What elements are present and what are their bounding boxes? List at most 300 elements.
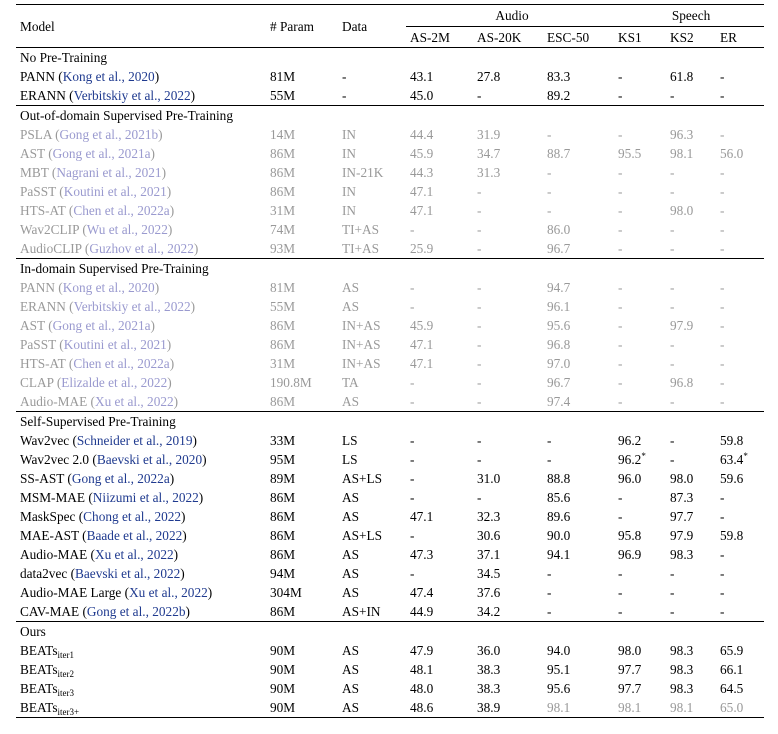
header-er: ER — [720, 29, 738, 45]
value-er: 59.8 — [720, 433, 744, 448]
value-ks2: 98.3 — [670, 681, 694, 696]
table-row — [16, 297, 764, 316]
value-ks2: 98.0 — [670, 471, 694, 486]
value-esc50: 96.8 — [547, 337, 571, 352]
value-ks2: - — [670, 222, 675, 237]
citation-link[interactable]: Chong et al., 2022 — [83, 509, 182, 524]
value-as2m: 47.1 — [410, 337, 434, 352]
value-as2m: - — [410, 471, 415, 486]
results-table — [16, 4, 764, 718]
model-cell: Audio-MAE (Xu et al., 2022) — [20, 547, 179, 562]
param-cell: 90M — [270, 681, 296, 696]
value-ks1: 96.2 — [618, 433, 642, 448]
data-cell: AS — [342, 662, 359, 677]
value-as2m: 45.9 — [410, 146, 434, 161]
param-cell: 94M — [270, 566, 296, 581]
table-row — [16, 67, 764, 86]
value-ks2: - — [670, 337, 675, 352]
data-cell: IN-21K — [342, 165, 384, 180]
value-esc50: 96.7 — [547, 241, 571, 256]
citation-link[interactable]: Baevski et al., 2022 — [75, 566, 181, 581]
table-row — [16, 583, 764, 602]
citation-link[interactable]: Gong et al., 2021b — [59, 127, 159, 142]
value-er: - — [720, 566, 725, 581]
value-esc50: 97.4 — [547, 394, 571, 409]
value-esc50: 95.6 — [547, 318, 571, 333]
value-esc50: - — [547, 604, 552, 619]
value-er: 65.9 — [720, 643, 744, 658]
value-ks1: - — [618, 241, 623, 256]
data-cell: AS — [342, 394, 359, 409]
value-ks1: - — [618, 203, 623, 218]
model-name: PANN — [20, 280, 55, 295]
data-cell: IN+AS — [342, 356, 381, 371]
value-as2m: 45.0 — [410, 88, 434, 103]
param-cell: 93M — [270, 241, 296, 256]
param-cell: 304M — [270, 585, 302, 600]
value-ks2: - — [670, 585, 675, 600]
model-name: MSM-MAE — [20, 490, 86, 505]
model-cell: Wav2CLIP (Wu et al., 2022) — [20, 222, 173, 237]
value-ks1: - — [618, 299, 623, 314]
value-as2m: - — [410, 433, 415, 448]
value-ks1: - — [618, 356, 623, 371]
model-name: SS-AST — [20, 471, 65, 486]
value-er: 66.1 — [720, 662, 744, 677]
value-as20k: 34.2 — [477, 604, 501, 619]
value-esc50: 89.2 — [547, 88, 571, 103]
model-cell: AudioCLIP (Guzhov et al., 2022) — [20, 241, 199, 256]
table-row — [16, 239, 764, 259]
model-cell — [16, 660, 266, 679]
value-as2m: 45.9 — [410, 318, 434, 333]
value-ks1: 97.7 — [618, 662, 642, 677]
citation-link[interactable]: Kong et al., 2020 — [62, 280, 155, 295]
section-header — [16, 259, 764, 279]
value-ks1: - — [618, 165, 623, 180]
value-as20k: - — [477, 356, 482, 371]
table-row — [16, 201, 764, 220]
value-ks1: - — [618, 69, 623, 84]
data-cell: AS — [342, 547, 359, 562]
value-as2m: - — [410, 299, 415, 314]
value-ks2: - — [670, 433, 675, 448]
citation-link[interactable]: Gong et al., 2021a — [52, 146, 151, 161]
value-as2m: - — [410, 452, 415, 467]
value-as2m: 47.4 — [410, 585, 434, 600]
model-cell: Wav2vec 2.0 (Baevski et al., 2020) — [20, 452, 207, 467]
model-subscript: iter3 — [57, 688, 74, 698]
value-ks1: 95.8 — [618, 528, 642, 543]
citation-link[interactable]: Gong et al., 2022a — [71, 471, 170, 486]
value-as2m: 47.1 — [410, 509, 434, 524]
value-er: - — [720, 184, 725, 199]
citation-link[interactable]: Baade et al., 2022 — [86, 528, 183, 543]
param-cell: 86M — [270, 528, 296, 543]
citation-link[interactable]: Xu et al., 2022 — [94, 547, 174, 562]
model-cell: SS-AST (Gong et al., 2022a) — [20, 471, 175, 486]
model-cell: MaskSpec (Chong et al., 2022) — [20, 509, 186, 524]
model-cell: MAE-AST (Baade et al., 2022) — [20, 528, 187, 543]
data-cell: AS — [338, 698, 406, 718]
data-cell: AS — [342, 280, 359, 295]
model-cell: HTS-AT (Chen et al., 2022a) — [20, 356, 175, 371]
value-ks2: 96.3 — [670, 127, 694, 142]
param-cell: 90M — [266, 698, 338, 718]
data-cell: AS+LS — [342, 471, 383, 486]
citation-link[interactable]: Schneider et al., 2019 — [76, 433, 193, 448]
param-cell: 86M — [270, 337, 296, 352]
citation-link[interactable]: Kong et al., 2020 — [62, 69, 155, 84]
citation-link[interactable]: Chen et al., 2022a — [73, 203, 170, 218]
citation-link[interactable]: Verbitskiy et al., 2022 — [73, 88, 191, 103]
model-name: Audio-MAE — [20, 547, 88, 562]
value-er: - — [720, 509, 725, 524]
section-title: Out-of-domain Supervised Pre-Training — [16, 106, 764, 126]
section-header — [16, 412, 764, 432]
value-ks2: - — [670, 566, 675, 581]
citation-link[interactable]: Chen et al., 2022a — [73, 356, 170, 371]
model-cell: ERANN (Verbitskiy et al., 2022) — [20, 88, 196, 103]
value-esc50: 90.0 — [547, 528, 571, 543]
value-er: - — [720, 585, 725, 600]
value-er: - — [720, 604, 725, 619]
table-row — [16, 86, 764, 106]
value-as20k: - — [477, 241, 482, 256]
table-row — [16, 335, 764, 354]
value-ks2: 61.8 — [670, 69, 694, 84]
table-row — [16, 431, 764, 450]
value-ks1: 98.0 — [618, 643, 642, 658]
table-row — [16, 545, 764, 564]
model-name: MAE-AST — [20, 528, 79, 543]
asterisk-mark: * — [743, 451, 748, 461]
value-ks2: - — [670, 604, 675, 619]
value-er: 63.4* — [720, 451, 748, 467]
model-name: PaSST — [20, 337, 56, 352]
value-as20k: - — [477, 222, 482, 237]
value-er: 64.5 — [720, 681, 744, 696]
value-ks1: - — [618, 566, 623, 581]
value-esc50: 96.7 — [547, 375, 571, 390]
param-cell: 86M — [270, 547, 296, 562]
value-esc50: 94.1 — [547, 547, 571, 562]
value-as2m: 44.4 — [410, 127, 434, 142]
value-as20k: 37.6 — [477, 585, 501, 600]
model-cell: HTS-AT (Chen et al., 2022a) — [20, 203, 175, 218]
model-name: PSLA — [20, 127, 52, 142]
section-header — [16, 622, 764, 642]
table-row — [16, 392, 764, 412]
value-as2m: - — [410, 528, 415, 543]
value-ks2: - — [670, 299, 675, 314]
value-ks1: 96.9 — [618, 547, 642, 562]
section-title: Self-Supervised Pre-Training — [16, 412, 764, 432]
model-name: Wav2CLIP — [20, 222, 80, 237]
param-cell: 95M — [270, 452, 296, 467]
value-esc50: 86.0 — [547, 222, 571, 237]
value-ks2: 98.3 — [670, 662, 694, 677]
model-cell: Wav2vec (Schneider et al., 2019) — [20, 433, 197, 448]
header-param: # Param — [266, 5, 338, 48]
param-cell: 81M — [270, 69, 296, 84]
header-data: Data — [338, 5, 406, 48]
value-er: - — [720, 69, 725, 84]
model-name: AudioCLIP — [20, 241, 82, 256]
section-header — [16, 48, 764, 68]
value-ks2: 97.9 — [670, 528, 694, 543]
value-as20k: - — [477, 452, 482, 467]
value-as2m: 43.1 — [410, 69, 434, 84]
data-cell: TA — [342, 375, 359, 390]
citation-link[interactable]: Niizumi et al., 2022 — [92, 490, 199, 505]
citation-link[interactable]: Verbitskiy et al., 2022 — [73, 299, 191, 314]
value-as2m: 47.1 — [410, 184, 434, 199]
model-cell: CLAP (Elizalde et al., 2022) — [20, 375, 172, 390]
model-cell: Audio-MAE Large (Xu et al., 2022) — [20, 585, 213, 600]
header-esc50: ESC-50 — [547, 29, 590, 45]
value-ks1: - — [618, 394, 623, 409]
value-ks1: - — [618, 222, 623, 237]
table-row — [16, 698, 764, 718]
table-row — [16, 469, 764, 488]
section-title: In-domain Supervised Pre-Training — [16, 259, 764, 279]
citation-link[interactable]: Koutini et al., 2021 — [63, 337, 167, 352]
value-as20k: 31.0 — [477, 471, 501, 486]
model-cell: CAV-MAE (Gong et al., 2022b) — [20, 604, 190, 619]
table-row — [16, 373, 764, 392]
value-as20k: - — [477, 433, 482, 448]
value-esc50: - — [547, 566, 552, 581]
table-row — [16, 526, 764, 545]
citation-link[interactable]: Gong et al., 2022b — [86, 604, 186, 619]
header-model: Model — [16, 5, 266, 48]
data-cell: LS — [342, 452, 358, 467]
data-cell: IN — [342, 127, 357, 142]
value-ks1: 95.5 — [618, 146, 642, 161]
model-name: CLAP — [20, 375, 54, 390]
value-ks1: - — [618, 280, 623, 295]
value-as20k: 38.3 — [477, 681, 501, 696]
value-esc50: 95.6 — [547, 681, 571, 696]
value-er: - — [720, 318, 725, 333]
section-title: No Pre-Training — [16, 48, 764, 68]
value-ks2: - — [670, 356, 675, 371]
citation-link[interactable]: Xu et al., 2022 — [94, 394, 174, 409]
citation-link[interactable]: Elizalde et al., 2022 — [61, 375, 168, 390]
citation-link[interactable]: Nagrani et al., 2021 — [56, 165, 162, 180]
value-ks1: - — [618, 337, 623, 352]
value-esc50: - — [547, 433, 552, 448]
citation-link[interactable]: Koutini et al., 2021 — [63, 184, 167, 199]
value-as2m: - — [410, 566, 415, 581]
value-as20k: - — [477, 318, 482, 333]
value-ks2: 98.1 — [666, 698, 716, 718]
value-ks1: - — [618, 509, 623, 524]
model-name: Audio-MAE Large — [20, 585, 122, 600]
value-ks2: 97.7 — [670, 509, 694, 524]
data-cell: - — [342, 88, 347, 103]
header-ks1: KS1 — [618, 29, 642, 45]
table-row — [16, 125, 764, 144]
value-as20k: 38.3 — [477, 662, 501, 677]
model-cell: PaSST (Koutini et al., 2021) — [20, 184, 172, 199]
value-esc50: - — [547, 452, 552, 467]
value-ks1: - — [618, 490, 623, 505]
citation-link[interactable]: Guzhov et al., 2022 — [89, 241, 194, 256]
section-title: Ours — [16, 622, 764, 642]
value-as2m: - — [410, 280, 415, 295]
value-esc50: 88.8 — [547, 471, 571, 486]
table-body — [16, 48, 764, 718]
asterisk-mark: * — [641, 451, 646, 461]
value-ks1: - — [618, 604, 623, 619]
model-cell — [16, 679, 266, 698]
model-cell: PANN (Kong et al., 2020) — [20, 69, 160, 84]
value-as2m: 47.9 — [410, 643, 434, 658]
value-er: - — [720, 222, 725, 237]
value-ks2: 98.3 — [670, 643, 694, 658]
param-cell: 55M — [270, 88, 296, 103]
data-cell: TI+AS — [342, 222, 380, 237]
model-subscript: iter2 — [57, 669, 74, 679]
param-cell: 86M — [270, 394, 296, 409]
model-cell — [16, 641, 266, 660]
value-ks2: 98.0 — [670, 203, 694, 218]
table-row — [16, 488, 764, 507]
data-cell: AS — [342, 585, 359, 600]
value-esc50: - — [547, 585, 552, 600]
value-ks2: - — [670, 394, 675, 409]
data-cell: AS — [342, 566, 359, 581]
value-as20k: - — [477, 203, 482, 218]
value-er: - — [720, 547, 725, 562]
value-as2m: - — [410, 375, 415, 390]
citation-link[interactable]: Baevski et al., 2020 — [96, 452, 203, 467]
value-er: - — [720, 375, 725, 390]
value-ks2: 97.9 — [670, 318, 694, 333]
value-ks2: - — [670, 184, 675, 199]
table-row — [16, 144, 764, 163]
data-cell: AS — [342, 299, 359, 314]
value-er: - — [720, 165, 725, 180]
data-cell: TI+AS — [342, 241, 380, 256]
value-er: - — [720, 299, 725, 314]
value-er: - — [720, 394, 725, 409]
value-as20k: 34.7 — [477, 146, 501, 161]
model-name: BEATs — [20, 643, 58, 658]
value-as20k: - — [477, 299, 482, 314]
data-cell: LS — [342, 433, 358, 448]
model-cell: Audio-MAE (Xu et al., 2022) — [20, 394, 179, 409]
model-name: BEATs — [20, 681, 58, 696]
value-er: - — [720, 88, 725, 103]
param-cell: 90M — [270, 662, 296, 677]
data-cell: IN — [342, 184, 357, 199]
value-er: - — [720, 490, 725, 505]
table-row — [16, 507, 764, 526]
citation-link[interactable]: Gong et al., 2021a — [52, 318, 151, 333]
value-as2m: - — [410, 394, 415, 409]
param-cell: 81M — [270, 280, 296, 295]
value-ks2: - — [670, 280, 675, 295]
table-row — [16, 641, 764, 660]
value-as2m: 47.1 — [410, 203, 434, 218]
value-ks2: - — [670, 241, 675, 256]
value-esc50: 98.1 — [543, 698, 614, 718]
table-row — [16, 679, 764, 698]
param-cell: 14M — [270, 127, 296, 142]
model-name: HTS-AT — [20, 356, 66, 371]
model-name: HTS-AT — [20, 203, 66, 218]
value-as20k: - — [477, 375, 482, 390]
value-as20k: - — [477, 88, 482, 103]
citation-link[interactable]: Xu et al., 2022 — [129, 585, 208, 600]
value-as20k: 37.1 — [477, 547, 501, 562]
model-name: Wav2vec — [20, 433, 70, 448]
data-cell: AS — [342, 490, 359, 505]
value-ks2: - — [670, 452, 675, 467]
model-name: AST — [20, 318, 45, 333]
model-name: CAV-MAE — [20, 604, 80, 619]
model-subscript: iter3+ — [57, 707, 80, 717]
data-cell: IN+AS — [342, 337, 381, 352]
citation-link[interactable]: Wu et al., 2022 — [86, 222, 168, 237]
model-cell — [16, 698, 266, 718]
value-esc50: 97.0 — [547, 356, 571, 371]
table-row — [16, 354, 764, 373]
value-esc50: 95.1 — [547, 662, 571, 677]
model-subscript: iter1 — [57, 650, 74, 660]
value-ks1: - — [618, 375, 623, 390]
value-er: - — [720, 337, 725, 352]
table-row — [16, 450, 764, 469]
data-cell: IN — [342, 203, 357, 218]
value-as20k: 30.6 — [477, 528, 501, 543]
param-cell: 55M — [270, 299, 296, 314]
value-ks1: - — [618, 184, 623, 199]
model-cell: PSLA (Gong et al., 2021b) — [20, 127, 163, 142]
table-row — [16, 220, 764, 239]
value-as2m: 48.6 — [406, 698, 473, 718]
value-ks2: - — [670, 165, 675, 180]
table-row — [16, 316, 764, 335]
model-cell: AST (Gong et al., 2021a) — [20, 146, 155, 161]
model-cell: PaSST (Koutini et al., 2021) — [20, 337, 172, 352]
value-ks1: - — [618, 318, 623, 333]
model-cell: MSM-MAE (Niizumi et al., 2022) — [20, 490, 204, 505]
table-row — [16, 602, 764, 622]
param-cell: 86M — [270, 165, 296, 180]
value-esc50: 85.6 — [547, 490, 571, 505]
model-cell: PANN (Kong et al., 2020) — [20, 280, 160, 295]
value-ks2: 98.1 — [670, 146, 694, 161]
model-name: BEATs — [20, 700, 58, 715]
table-row — [16, 163, 764, 182]
value-esc50: - — [547, 127, 552, 142]
model-name: MaskSpec — [20, 509, 76, 524]
value-er: 56.0 — [720, 146, 744, 161]
value-esc50: 83.3 — [547, 69, 571, 84]
value-esc50: 94.0 — [547, 643, 571, 658]
value-esc50: 89.6 — [547, 509, 571, 524]
data-cell: AS — [342, 509, 359, 524]
value-ks1: 97.7 — [618, 681, 642, 696]
value-as20k: - — [477, 337, 482, 352]
table-row — [16, 182, 764, 201]
model-cell: ERANN (Verbitskiy et al., 2022) — [20, 299, 196, 314]
param-cell: 31M — [270, 356, 296, 371]
